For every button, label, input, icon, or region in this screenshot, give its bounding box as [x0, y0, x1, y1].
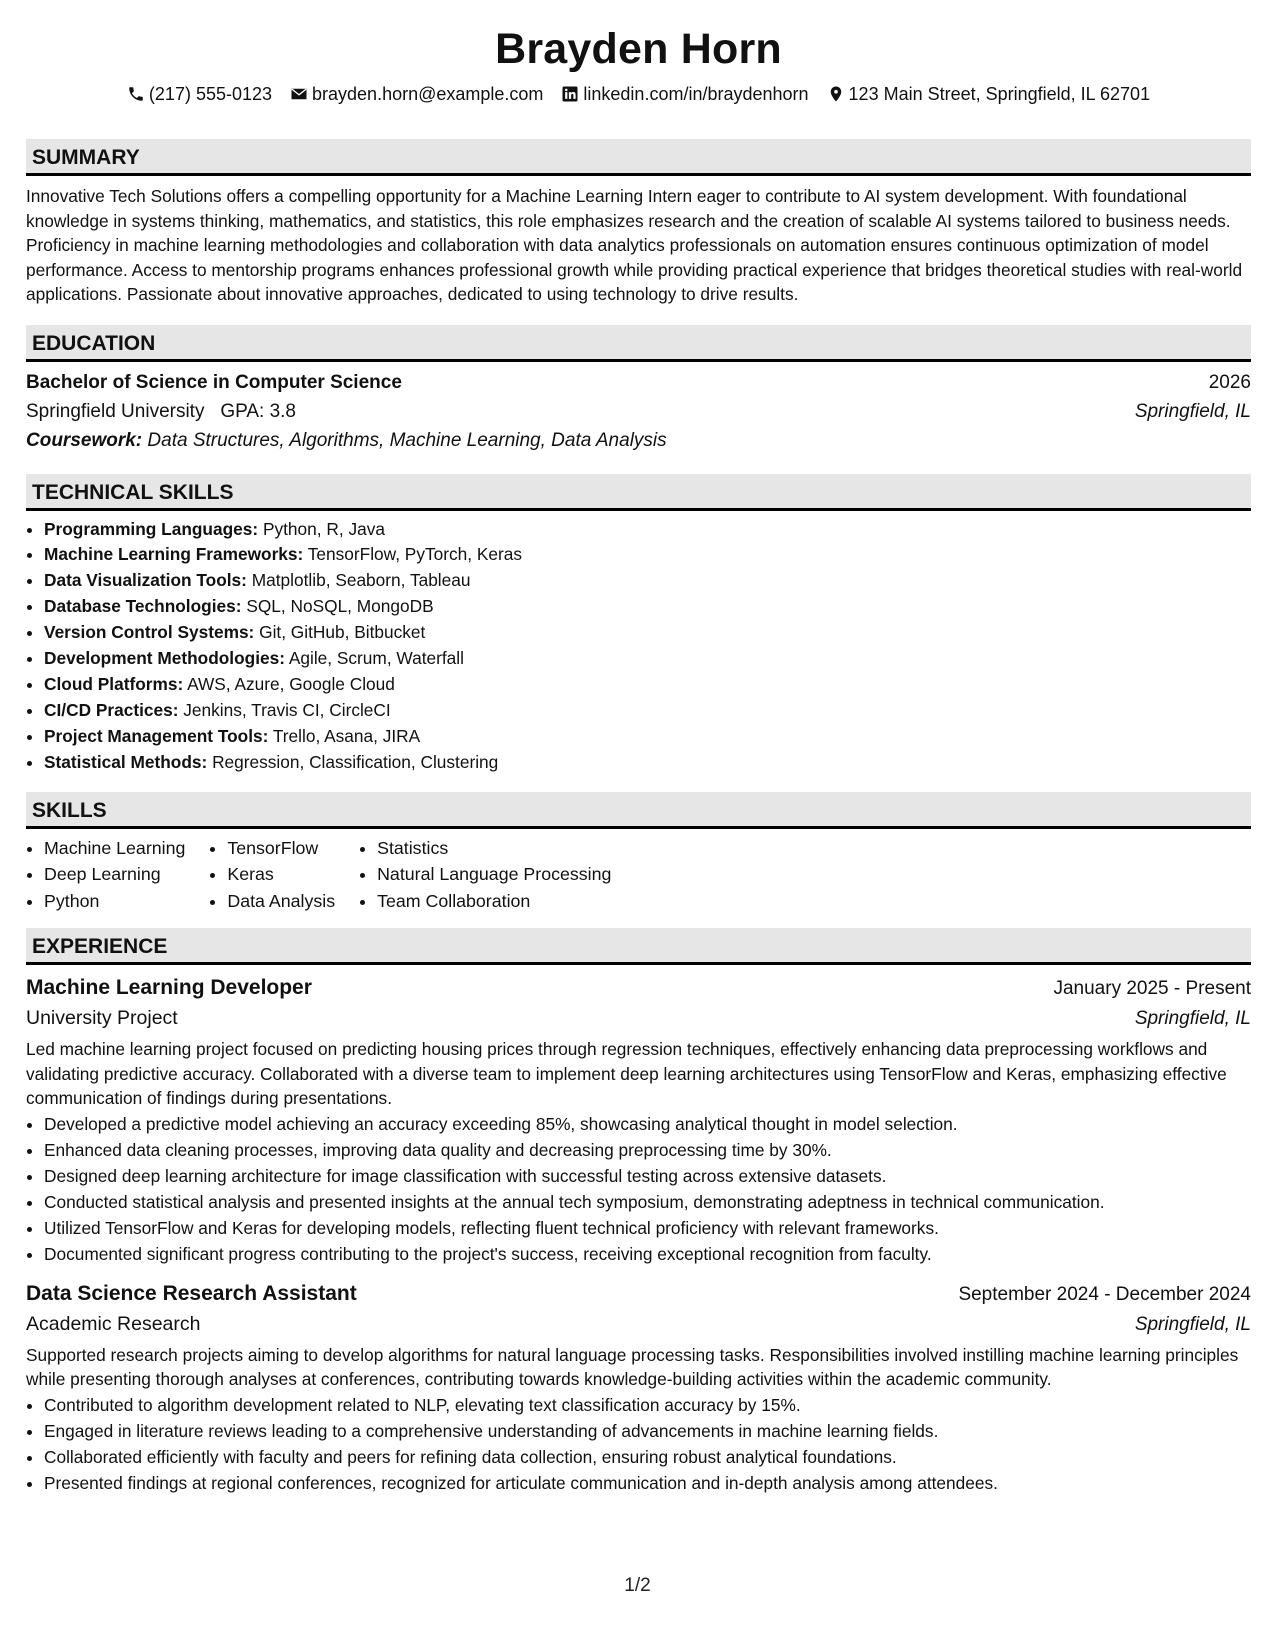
list-item	[44, 517, 1251, 543]
job-title: Data Science Research Assistant	[26, 1281, 357, 1305]
job-title: Machine Learning Developer	[26, 976, 312, 1000]
list-item: • Presented findings at regional conferences, recognized for articulate communication and in-depth analysis among attendees.	[44, 1470, 1251, 1496]
skill-values: AWS, Azure, Google Cloud	[187, 673, 395, 694]
skill-category: Version Control Systems:	[44, 622, 255, 643]
page-number: 1/2	[624, 1575, 651, 1596]
job-date: September 2024 - December 2024	[958, 1283, 1251, 1305]
skills-column-1	[26, 835, 185, 915]
list-item: • Documented significant progress contributing to the project's success, receiving exceptional recognition from faculty.	[44, 1241, 1251, 1267]
list-item: • TensorFlow	[227, 835, 335, 862]
contact-phone	[127, 82, 272, 106]
coursework-label: Coursework:	[26, 429, 143, 451]
skill-values: TensorFlow, PyTorch, Keras	[307, 544, 522, 565]
list-item: • Designed deep learning architecture for image classification with successful testing across extensive datasets.	[44, 1163, 1251, 1189]
phone-number: (217) 555-0123	[148, 84, 273, 104]
skills-section	[26, 792, 1251, 915]
skills-grid	[26, 829, 1251, 915]
education-section	[26, 325, 1251, 456]
list-item	[44, 724, 1251, 750]
experience-section	[26, 928, 1251, 1496]
list-item: • Python	[44, 888, 185, 915]
summary-section	[26, 139, 1251, 307]
technical-skills-section	[26, 474, 1251, 776]
graduation-date: 2026	[1208, 371, 1251, 393]
list-item	[44, 750, 1251, 776]
skill-category: Data Visualization Tools:	[44, 570, 247, 591]
resume-page	[26, 20, 1251, 1496]
skill-values: Git, GitHub, Bitbucket	[259, 622, 426, 643]
list-item: • Developed a predictive model achieving an accuracy exceeding 85%, showcasing analytical thought in model selection.	[44, 1111, 1251, 1137]
job-achievements	[26, 1111, 1251, 1267]
skills-column-3	[359, 835, 611, 915]
list-item: • Engaged in literature reviews leading to a comprehensive understanding of advancements in machine learning fields.	[44, 1418, 1251, 1444]
skills-column-2	[209, 835, 335, 915]
street-address: 123 Main Street, Springfield, IL 62701	[848, 84, 1151, 104]
list-item: • Natural Language Processing	[377, 861, 611, 888]
skill-category: Cloud Platforms:	[44, 673, 184, 694]
skill-values: Agile, Scrum, Waterfall	[288, 648, 464, 669]
job-organization: University Project	[26, 1007, 178, 1030]
list-item	[44, 646, 1251, 672]
list-item: • Utilized TensorFlow and Keras for developing models, reflecting fluent technical proficiency with relevant frameworks.	[44, 1215, 1251, 1241]
list-item	[44, 568, 1251, 594]
school-location: Springfield, IL	[1134, 400, 1251, 422]
school-name: Springfield University	[26, 400, 205, 422]
skill-category: Statistical Methods:	[44, 751, 208, 772]
job-description: Supported research projects aiming to develop algorithms for natural language processing tasks. Responsibilities involved instilling machine learning principles while presenting thorough analyses at conferences, contributing towards knowledge-building activities within the academic community.	[26, 1344, 1239, 1390]
list-item: • Conducted statistical analysis and presented insights at the annual tech symposium, demonstrating adeptness in technical communication.	[44, 1189, 1251, 1215]
list-item: • Keras	[227, 861, 335, 888]
list-item	[44, 594, 1251, 620]
skill-category: Project Management Tools:	[44, 725, 269, 746]
job-date: January 2025 - Present	[1053, 978, 1251, 1000]
linkedin-icon	[561, 85, 579, 103]
list-item: • Collaborated efficiently with faculty and peers for refining data collection, ensuring robust analytical foundations.	[44, 1444, 1251, 1470]
job-entry	[26, 1267, 1251, 1496]
job-title-row	[26, 1279, 1251, 1309]
linkedin-url: linkedin.com/in/braydenhorn	[583, 84, 809, 104]
contact-email[interactable]	[290, 82, 543, 106]
degree-name: Bachelor of Science in Computer Science	[26, 371, 402, 393]
candidate-name: Brayden Horn	[495, 25, 782, 73]
skill-category: Database Technologies:	[44, 596, 242, 617]
list-item	[44, 542, 1251, 568]
list-item	[44, 672, 1251, 698]
job-organization: Academic Research	[26, 1312, 201, 1335]
skill-values: Matplotlib, Seaborn, Tableau	[251, 570, 471, 591]
email-address: brayden.horn@example.com	[312, 84, 544, 104]
contact-linkedin[interactable]	[561, 82, 808, 106]
list-item	[44, 698, 1251, 724]
list-item: • Enhanced data cleaning processes, improving data quality and decreasing preprocessing time by 30%.	[44, 1137, 1251, 1163]
list-item	[44, 620, 1251, 646]
skill-category: Machine Learning Frameworks:	[44, 544, 304, 565]
job-entry	[26, 965, 1251, 1267]
summary-text: Innovative Tech Solutions offers a compelling opportunity for a Machine Learning Intern eager to contribute to AI system development. With foundational knowledge in systems thinking, mathematics, and statistics, this role emphasizes research and the creation of scalable AI systems tailored to business needs. Proficiency in machine learning methodologies and collaboration with data analytics professionals on automation ensures continuous optimization of model performance. Access to mentorship programs enhances professional growth while providing practical experience that bridges theoretical studies with real-world applications. Passionate about innovative approaches, dedicated to using technology to drive results.	[26, 186, 1243, 304]
education-school-row	[26, 397, 1251, 426]
coursework-row	[26, 426, 1251, 456]
skill-values: Python, R, Java	[262, 518, 385, 539]
job-location: Springfield, IL	[1134, 1313, 1251, 1335]
job-description: Led machine learning project focused on predicting housing prices through regression techniques, effectively enhancing data preprocessing workflows and validating predictive accuracy. Collaborated with a diverse team to implement deep learning architectures using TensorFlow and Keras, emphasizing effective communication of findings during presentations.	[26, 1039, 1227, 1109]
skill-values: Trello, Asana, JIRA	[272, 725, 421, 746]
education-degree-row	[26, 362, 1251, 397]
phone-icon	[127, 85, 145, 103]
gpa: GPA: 3.8	[220, 400, 296, 422]
skill-category: Development Methodologies:	[44, 648, 285, 669]
list-item: • Machine Learning	[44, 835, 185, 862]
section-heading-technical-skills: TECHNICAL SKILLS	[26, 474, 1251, 511]
contact-bar	[26, 82, 1251, 106]
section-heading-education: EDUCATION	[26, 325, 1251, 362]
technical-skills-list	[26, 511, 1251, 776]
skill-values: Regression, Classification, Clustering	[212, 751, 499, 772]
skill-values: Jenkins, Travis CI, CircleCI	[183, 699, 391, 720]
section-heading-experience: EXPERIENCE	[26, 928, 1251, 965]
section-heading-skills: SKILLS	[26, 792, 1251, 829]
skill-category: Programming Languages:	[44, 518, 259, 539]
list-item: • Team Collaboration	[377, 888, 611, 915]
list-item: • Data Analysis	[227, 888, 335, 915]
skill-category: CI/CD Practices:	[44, 699, 179, 720]
skill-values: SQL, NoSQL, MongoDB	[246, 596, 434, 617]
job-org-row	[26, 1003, 1251, 1033]
contact-address	[827, 82, 1151, 106]
list-item: • Deep Learning	[44, 861, 185, 888]
job-achievements	[26, 1392, 1251, 1496]
map-pin-icon	[827, 85, 845, 103]
job-location: Springfield, IL	[1134, 1008, 1251, 1030]
school-info	[26, 397, 296, 426]
coursework-list: Data Structures, Algorithms, Machine Learning, Data Analysis	[147, 429, 667, 451]
job-org-row	[26, 1309, 1251, 1339]
section-heading-summary: SUMMARY	[26, 139, 1251, 176]
envelope-icon	[290, 85, 308, 103]
job-title-row	[26, 973, 1251, 1003]
list-item: • Statistics	[377, 835, 611, 862]
list-item: • Contributed to algorithm development related to NLP, elevating text classification accuracy by 15%.	[44, 1392, 1251, 1418]
